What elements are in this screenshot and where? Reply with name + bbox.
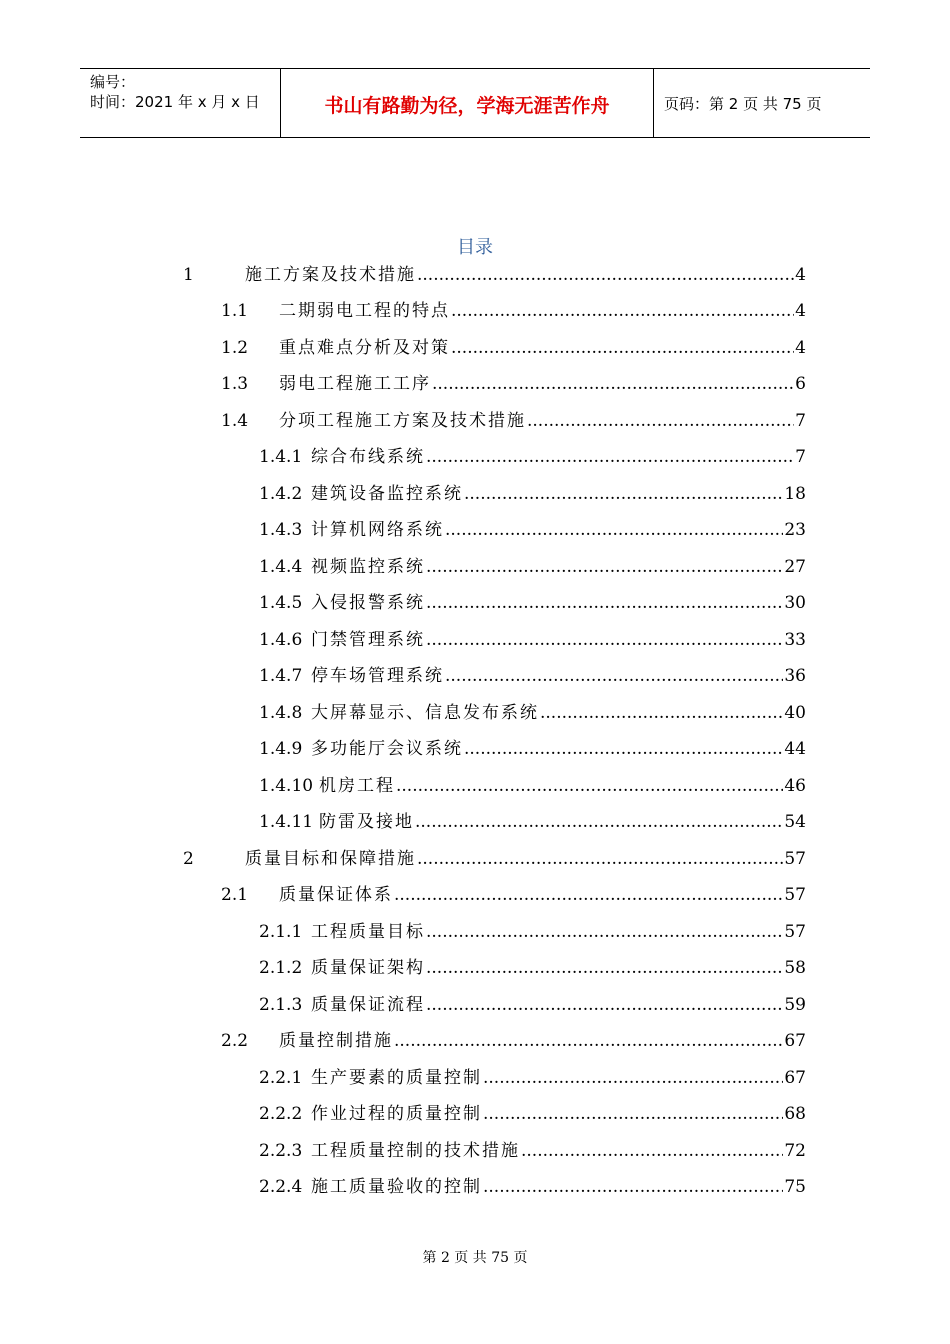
toc-entry-number: 1.4.6 — [259, 630, 303, 650]
toc-entry[interactable] — [259, 919, 806, 945]
toc-entry-page: 68 — [784, 1104, 806, 1124]
toc-entry-page: 40 — [784, 703, 806, 723]
toc-entry-title: 重点难点分析及对策 — [279, 338, 450, 358]
toc-leader-dots — [445, 517, 783, 543]
toc-entry-title: 计算机网络系统 — [311, 520, 444, 540]
toc-entry-page: 57 — [784, 849, 806, 869]
toc-entry-number: 2.2.3 — [259, 1141, 303, 1161]
toc-entry-page: 27 — [784, 557, 806, 577]
toc-entry-title: 工程质量控制的技术措施 — [311, 1141, 520, 1161]
header-page-cell — [654, 69, 870, 137]
toc-leader-dots — [527, 408, 794, 434]
toc-leader-dots — [426, 955, 783, 981]
toc-entry-number: 1.4.9 — [259, 739, 303, 759]
toc-leader-dots — [394, 1028, 783, 1054]
toc-entry-page: 58 — [784, 958, 806, 978]
toc-entry-title: 视频监控系统 — [311, 557, 425, 577]
header-info-cell — [80, 69, 281, 137]
toc-entry[interactable] — [259, 627, 806, 653]
toc-entry-number: 1.4.2 — [259, 484, 303, 504]
toc-entry-number: 2.1.1 — [259, 922, 303, 942]
toc-leader-dots — [415, 809, 783, 835]
toc-entry-number: 1 — [183, 265, 194, 285]
toc-entry-page: 4 — [795, 301, 806, 321]
toc-entry-number: 2 — [183, 849, 194, 869]
toc-entry[interactable] — [259, 736, 806, 762]
toc-leader-dots — [483, 1101, 783, 1127]
header-time-label: 时间：2021 年 x 月 x 日 — [90, 93, 260, 111]
toc-leader-dots — [426, 627, 783, 653]
toc-entry-page: 46 — [784, 776, 806, 796]
toc-entry-page: 57 — [784, 922, 806, 942]
toc-leader-dots — [396, 773, 783, 799]
toc-entry[interactable] — [259, 955, 806, 981]
toc-entry-number: 2.2.1 — [259, 1068, 303, 1088]
toc-entry[interactable] — [221, 371, 806, 397]
toc-leader-dots — [426, 992, 783, 1018]
toc-entry[interactable] — [221, 1028, 806, 1054]
toc-entry-title: 综合布线系统 — [311, 447, 425, 467]
toc-entry-title: 质量保证体系 — [279, 885, 393, 905]
toc-entry[interactable] — [259, 1138, 806, 1164]
toc-entry[interactable] — [259, 1065, 806, 1091]
toc-entry-title: 质量保证流程 — [311, 995, 425, 1015]
toc-leader-dots — [451, 298, 794, 324]
toc-entry-page: 30 — [784, 593, 806, 613]
toc-entry-page: 7 — [795, 411, 806, 431]
toc-entry-page: 44 — [784, 739, 806, 759]
toc-entry-title: 施工方案及技术措施 — [245, 265, 416, 285]
toc-entry-page: 7 — [795, 447, 806, 467]
header-motto: 书山有路勤为径，学海无涯苦作舟 — [324, 95, 610, 117]
toc-entry-number: 1.4.3 — [259, 520, 303, 540]
toc-entry[interactable] — [221, 335, 806, 361]
toc-entry[interactable] — [259, 992, 806, 1018]
toc-entry-title: 机房工程 — [319, 776, 395, 796]
toc-entry[interactable] — [259, 590, 806, 616]
toc-entry-title: 生产要素的质量控制 — [311, 1068, 482, 1088]
toc-entry-title: 分项工程施工方案及技术措施 — [279, 411, 526, 431]
toc-entry-page: 59 — [784, 995, 806, 1015]
toc-entry[interactable] — [259, 700, 806, 726]
toc-entry-number: 1.4.8 — [259, 703, 303, 723]
toc-entry-page: 75 — [784, 1177, 806, 1197]
toc-leader-dots — [521, 1138, 783, 1164]
toc-entry-title: 多功能厅会议系统 — [311, 739, 463, 759]
toc-entry-number: 1.4.4 — [259, 557, 303, 577]
toc-title: 目录 — [457, 237, 493, 258]
toc-entry[interactable] — [259, 1101, 806, 1127]
toc-entry-number: 2.2.2 — [259, 1104, 303, 1124]
toc-entry-number: 2.2 — [221, 1031, 249, 1051]
toc-leader-dots — [417, 262, 794, 288]
toc-entry[interactable] — [259, 809, 806, 835]
toc-entry-page: 67 — [784, 1031, 806, 1051]
toc-entry-title: 质量控制措施 — [279, 1031, 393, 1051]
toc-entry[interactable] — [259, 481, 806, 507]
toc-leader-dots — [426, 444, 794, 470]
toc-entry[interactable] — [221, 408, 806, 434]
toc-leader-dots — [394, 882, 783, 908]
toc-entry-title: 入侵报警系统 — [311, 593, 425, 613]
toc-leader-dots — [451, 335, 794, 361]
toc-leader-dots — [483, 1065, 783, 1091]
toc-entry-number: 2.1.2 — [259, 958, 303, 978]
toc-entry-title: 门禁管理系统 — [311, 630, 425, 650]
toc-entry-page: 67 — [784, 1068, 806, 1088]
toc-leader-dots — [426, 554, 783, 580]
toc-entry-number: 1.4.11 — [259, 812, 314, 832]
toc-entry-title: 质量保证架构 — [311, 958, 425, 978]
page-footer: 第 2 页 共 75 页 — [422, 1250, 528, 1266]
toc-entry-number: 1.4 — [221, 411, 249, 431]
toc-entry-title: 作业过程的质量控制 — [311, 1104, 482, 1124]
toc-entry-number: 2.2.4 — [259, 1177, 303, 1197]
toc-entry[interactable] — [259, 1174, 806, 1200]
toc-entry-page: 72 — [784, 1141, 806, 1161]
toc-entry-number: 1.1 — [221, 301, 249, 321]
toc-leader-dots — [426, 590, 783, 616]
toc-entry-number: 1.4.1 — [259, 447, 303, 467]
toc-entry-number: 2.1 — [221, 885, 249, 905]
toc-entry-title: 建筑设备监控系统 — [311, 484, 463, 504]
toc-entry-number: 1.4.7 — [259, 666, 303, 686]
toc-entry[interactable] — [259, 773, 806, 799]
toc-leader-dots — [417, 846, 783, 872]
toc-entry-page: 33 — [784, 630, 806, 650]
toc-entry[interactable] — [259, 663, 806, 689]
toc-entry[interactable] — [183, 262, 806, 288]
toc-entry-number: 1.3 — [221, 374, 249, 394]
toc-leader-dots — [540, 700, 783, 726]
toc-entry[interactable] — [221, 298, 806, 324]
toc-entry-number: 2.1.3 — [259, 995, 303, 1015]
toc-entry[interactable] — [183, 846, 806, 872]
toc-entry-title: 施工质量验收的控制 — [311, 1177, 482, 1197]
toc-leader-dots — [432, 371, 794, 397]
header-page-info: 页码：第 2 页 共 75 页 — [664, 95, 822, 113]
toc-entry-number: 1.4.10 — [259, 776, 314, 796]
toc-entry-title: 大屏幕显示、信息发布系统 — [311, 703, 539, 723]
toc-leader-dots — [445, 663, 783, 689]
toc-entry-title: 质量目标和保障措施 — [245, 849, 416, 869]
toc-entry-page: 23 — [784, 520, 806, 540]
toc-entry-number: 1.2 — [221, 338, 249, 358]
header-motto-cell — [281, 69, 654, 137]
header-number-label: 编号： — [90, 73, 136, 91]
toc-entry-title: 弱电工程施工工序 — [279, 374, 431, 394]
toc-leader-dots — [426, 919, 783, 945]
toc-entry-page: 4 — [795, 338, 806, 358]
toc-entry[interactable] — [221, 882, 806, 908]
toc-entry-number: 1.4.5 — [259, 593, 303, 613]
document-header — [80, 68, 870, 138]
toc-entry-page: 54 — [784, 812, 806, 832]
toc-entry-title: 二期弱电工程的特点 — [279, 301, 450, 321]
toc-entry-page: 18 — [784, 484, 806, 504]
toc-entry[interactable] — [259, 444, 806, 470]
toc-leader-dots — [483, 1174, 783, 1200]
toc-entry-title: 工程质量目标 — [311, 922, 425, 942]
toc-leader-dots — [464, 481, 783, 507]
toc-entry-title: 防雷及接地 — [319, 812, 414, 832]
toc-entry[interactable] — [259, 554, 806, 580]
toc-entry-page: 36 — [784, 666, 806, 686]
toc-entry-page: 6 — [795, 374, 806, 394]
toc-entry-page: 4 — [795, 265, 806, 285]
toc-entry-title: 停车场管理系统 — [311, 666, 444, 686]
toc-entry[interactable] — [259, 517, 806, 543]
toc-entry-page: 57 — [784, 885, 806, 905]
toc-leader-dots — [464, 736, 783, 762]
